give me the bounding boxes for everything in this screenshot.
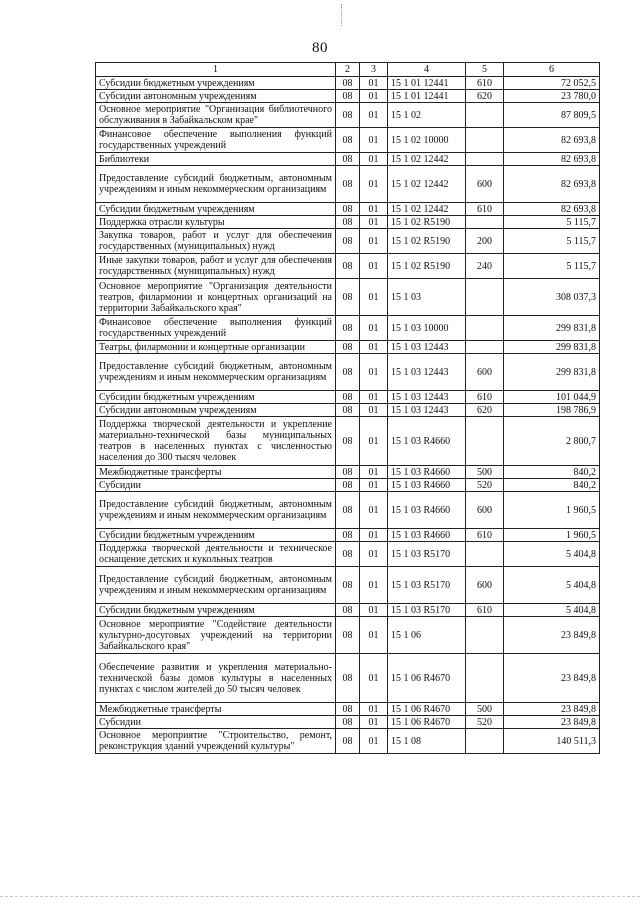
- row-name: Финансовое обеспечение выполнения функций государственных учреждений: [96, 128, 336, 153]
- row-section: 08: [336, 716, 360, 729]
- table-row: [96, 203, 600, 216]
- row-section: 08: [336, 654, 360, 703]
- row-sum: 5 115,7: [504, 254, 600, 279]
- row-sum: 5 404,8: [504, 567, 600, 604]
- row-name: Субсидии автономным учреждениям: [96, 90, 336, 103]
- row-sum: 101 044,9: [504, 391, 600, 404]
- row-type: 610: [466, 529, 504, 542]
- row-sum: 1 960,5: [504, 529, 600, 542]
- row-subsection: 01: [360, 316, 388, 341]
- row-code: 15 1 06 R4670: [388, 716, 466, 729]
- scan-artifact-top: [341, 4, 343, 26]
- row-sum: 23 849,8: [504, 716, 600, 729]
- row-type: [466, 153, 504, 166]
- row-name: Межбюджетные трансферты: [96, 703, 336, 716]
- row-subsection: 01: [360, 617, 388, 654]
- row-subsection: 01: [360, 654, 388, 703]
- row-type: 610: [466, 77, 504, 90]
- row-subsection: 01: [360, 203, 388, 216]
- row-section: 08: [336, 617, 360, 654]
- row-subsection: 01: [360, 254, 388, 279]
- row-section: 08: [336, 417, 360, 466]
- row-name: Межбюджетные трансферты: [96, 466, 336, 479]
- row-code: 15 1 03 R5170: [388, 604, 466, 617]
- row-sum: 23 849,8: [504, 617, 600, 654]
- table-row: [96, 90, 600, 103]
- row-sum: 308 037,3: [504, 279, 600, 316]
- row-name: Поддержка отрасли культуры: [96, 216, 336, 229]
- table-row: [96, 103, 600, 128]
- row-code: 15 1 02 R5190: [388, 254, 466, 279]
- table-row: [96, 479, 600, 492]
- row-name: Поддержка творческой деятельности и техническое оснащение детских и кукольных театров: [96, 542, 336, 567]
- row-name: Субсидии бюджетным учреждениям: [96, 391, 336, 404]
- row-section: 08: [336, 567, 360, 604]
- table-row: [96, 542, 600, 567]
- row-sum: 5 115,7: [504, 216, 600, 229]
- row-subsection: 01: [360, 703, 388, 716]
- row-sum: 82 693,8: [504, 203, 600, 216]
- row-type: [466, 729, 504, 754]
- table-row: [96, 617, 600, 654]
- table-row: [96, 128, 600, 153]
- table-row: [96, 404, 600, 417]
- row-type: [466, 128, 504, 153]
- row-section: 08: [336, 492, 360, 529]
- row-section: 08: [336, 153, 360, 166]
- table-row: [96, 529, 600, 542]
- row-code: 15 1 03 12443: [388, 404, 466, 417]
- row-section: 08: [336, 279, 360, 316]
- row-sum: 299 831,8: [504, 354, 600, 391]
- row-code: 15 1 06 R4670: [388, 703, 466, 716]
- row-subsection: 01: [360, 479, 388, 492]
- row-code: 15 1 02 12442: [388, 166, 466, 203]
- row-sum: 2 800,7: [504, 417, 600, 466]
- row-code: 15 1 02: [388, 103, 466, 128]
- budget-table: [95, 62, 600, 754]
- row-type: 600: [466, 492, 504, 529]
- row-section: 08: [336, 90, 360, 103]
- row-name: Предоставление субсидий бюджетным, автономным учреждениям и иным некоммерческим организациям: [96, 166, 336, 203]
- col-header-type: 5: [466, 63, 504, 77]
- row-name: Субсидии автономным учреждениям: [96, 404, 336, 417]
- row-subsection: 01: [360, 466, 388, 479]
- table-row: [96, 77, 600, 90]
- row-code: 15 1 02 12442: [388, 153, 466, 166]
- col-header-name: 1: [96, 63, 336, 77]
- row-code: 15 1 08: [388, 729, 466, 754]
- row-code: 15 1 03 12443: [388, 354, 466, 391]
- table-row: [96, 341, 600, 354]
- table-row: [96, 316, 600, 341]
- row-section: 08: [336, 77, 360, 90]
- row-code: 15 1 01 12441: [388, 90, 466, 103]
- row-code: 15 1 02 R5190: [388, 229, 466, 254]
- row-subsection: 01: [360, 166, 388, 203]
- row-sum: 140 511,3: [504, 729, 600, 754]
- row-subsection: 01: [360, 216, 388, 229]
- row-section: 08: [336, 203, 360, 216]
- row-section: 08: [336, 103, 360, 128]
- row-sum: 5 404,8: [504, 604, 600, 617]
- row-sum: 23 849,8: [504, 654, 600, 703]
- row-sum: 82 693,8: [504, 153, 600, 166]
- table-row: [96, 354, 600, 391]
- row-code: 15 1 03 12443: [388, 341, 466, 354]
- row-name: Основное мероприятие "Содействие деятельности культурно-досуговых учреждений на территории Забайкальского края": [96, 617, 336, 654]
- row-code: 15 1 03 10000: [388, 316, 466, 341]
- row-type: 520: [466, 479, 504, 492]
- table-row: [96, 417, 600, 466]
- row-code: 15 1 03 12443: [388, 391, 466, 404]
- row-name: Субсидии: [96, 479, 336, 492]
- row-name: Библиотеки: [96, 153, 336, 166]
- table-row: [96, 166, 600, 203]
- row-type: 620: [466, 90, 504, 103]
- row-type: 600: [466, 166, 504, 203]
- col-header-section: 2: [336, 63, 360, 77]
- row-subsection: 01: [360, 90, 388, 103]
- row-section: 08: [336, 128, 360, 153]
- row-subsection: 01: [360, 542, 388, 567]
- row-section: 08: [336, 542, 360, 567]
- table-row: [96, 703, 600, 716]
- row-type: 620: [466, 404, 504, 417]
- row-code: 15 1 03 R4660: [388, 466, 466, 479]
- row-type: 200: [466, 229, 504, 254]
- row-type: [466, 417, 504, 466]
- row-section: 08: [336, 341, 360, 354]
- row-code: 15 1 03 R4660: [388, 417, 466, 466]
- table-row: [96, 654, 600, 703]
- row-subsection: 01: [360, 153, 388, 166]
- row-subsection: 01: [360, 492, 388, 529]
- row-name: Субсидии: [96, 716, 336, 729]
- row-subsection: 01: [360, 279, 388, 316]
- row-subsection: 01: [360, 341, 388, 354]
- row-name: Субсидии бюджетным учреждениям: [96, 77, 336, 90]
- row-subsection: 01: [360, 716, 388, 729]
- row-sum: 82 693,8: [504, 166, 600, 203]
- row-section: 08: [336, 479, 360, 492]
- row-type: 500: [466, 703, 504, 716]
- table-row: [96, 391, 600, 404]
- row-name: Предоставление субсидий бюджетным, автономным учреждениям и иным некоммерческим организациям: [96, 567, 336, 604]
- row-subsection: 01: [360, 729, 388, 754]
- row-section: 08: [336, 703, 360, 716]
- row-name: Предоставление субсидий бюджетным, автономным учреждениям и иным некоммерческим организациям: [96, 354, 336, 391]
- row-code: 15 1 02 10000: [388, 128, 466, 153]
- row-code: 15 1 02 12442: [388, 203, 466, 216]
- row-name: Основное мероприятие "Строительство, ремонт, реконструкция зданий учреждений культуры": [96, 729, 336, 754]
- row-type: 610: [466, 203, 504, 216]
- row-code: 15 1 03 R5170: [388, 542, 466, 567]
- table-row: [96, 716, 600, 729]
- row-section: 08: [336, 604, 360, 617]
- row-code: 15 1 06: [388, 617, 466, 654]
- row-type: [466, 103, 504, 128]
- row-section: 08: [336, 729, 360, 754]
- col-header-subsection: 3: [360, 63, 388, 77]
- row-code: 15 1 03 R4660: [388, 492, 466, 529]
- row-name: Предоставление субсидий бюджетным, автономным учреждениям и иным некоммерческим организациям: [96, 492, 336, 529]
- row-sum: 23 780,0: [504, 90, 600, 103]
- row-type: 610: [466, 604, 504, 617]
- row-name: Финансовое обеспечение выполнения функций государственных учреждений: [96, 316, 336, 341]
- row-type: [466, 654, 504, 703]
- row-sum: 840,2: [504, 479, 600, 492]
- row-type: 610: [466, 391, 504, 404]
- row-section: 08: [336, 354, 360, 391]
- row-section: 08: [336, 316, 360, 341]
- table-row: [96, 567, 600, 604]
- row-subsection: 01: [360, 604, 388, 617]
- row-section: 08: [336, 229, 360, 254]
- table-row: [96, 216, 600, 229]
- row-section: 08: [336, 216, 360, 229]
- row-name: Поддержка творческой деятельности и укрепление материально-технической базы муниципальных театров в населенных пунктах с численностью населения до 300 тысяч человек: [96, 417, 336, 466]
- row-subsection: 01: [360, 354, 388, 391]
- row-sum: 1 960,5: [504, 492, 600, 529]
- row-section: 08: [336, 404, 360, 417]
- row-sum: 299 831,8: [504, 341, 600, 354]
- table-row: [96, 279, 600, 316]
- row-type: 240: [466, 254, 504, 279]
- row-subsection: 01: [360, 229, 388, 254]
- row-subsection: 01: [360, 417, 388, 466]
- row-name: Субсидии бюджетным учреждениям: [96, 604, 336, 617]
- row-name: Субсидии бюджетным учреждениям: [96, 529, 336, 542]
- row-type: 520: [466, 716, 504, 729]
- row-code: 15 1 03 R4660: [388, 479, 466, 492]
- row-name: Субсидии бюджетным учреждениям: [96, 203, 336, 216]
- row-subsection: 01: [360, 391, 388, 404]
- row-type: 600: [466, 354, 504, 391]
- row-sum: 198 786,9: [504, 404, 600, 417]
- row-subsection: 01: [360, 529, 388, 542]
- row-code: 15 1 06 R4670: [388, 654, 466, 703]
- row-sum: 82 693,8: [504, 128, 600, 153]
- row-type: [466, 216, 504, 229]
- table-row: [96, 229, 600, 254]
- row-sum: 299 831,8: [504, 316, 600, 341]
- row-type: 500: [466, 466, 504, 479]
- row-type: [466, 341, 504, 354]
- row-subsection: 01: [360, 77, 388, 90]
- row-name: Основное мероприятие "Организация библиотечного обслуживания в Забайкальском крае": [96, 103, 336, 128]
- table-header-row: [96, 63, 600, 77]
- row-sum: 72 052,5: [504, 77, 600, 90]
- row-type: [466, 542, 504, 567]
- row-subsection: 01: [360, 128, 388, 153]
- table-row: [96, 729, 600, 754]
- row-sum: 840,2: [504, 466, 600, 479]
- row-sum: 23 849,8: [504, 703, 600, 716]
- row-type: [466, 279, 504, 316]
- row-section: 08: [336, 529, 360, 542]
- row-type: [466, 617, 504, 654]
- table-row: [96, 254, 600, 279]
- table-row: [96, 492, 600, 529]
- row-code: 15 1 03 R5170: [388, 567, 466, 604]
- row-name: Закупка товаров, работ и услуг для обеспечения государственных (муниципальных) нужд: [96, 229, 336, 254]
- col-header-code: 4: [388, 63, 466, 77]
- row-subsection: 01: [360, 103, 388, 128]
- row-name: Театры, филармонии и концертные организации: [96, 341, 336, 354]
- row-subsection: 01: [360, 404, 388, 417]
- row-name: Иные закупки товаров, работ и услуг для обеспечения государственных (муниципальных) нужд: [96, 254, 336, 279]
- row-sum: 5 115,7: [504, 229, 600, 254]
- col-header-sum: 6: [504, 63, 600, 77]
- table-row: [96, 604, 600, 617]
- row-section: 08: [336, 166, 360, 203]
- row-sum: 87 809,5: [504, 103, 600, 128]
- row-code: 15 1 01 12441: [388, 77, 466, 90]
- row-name: Обеспечение развития и укрепления материально-технической базы домов культуры в населенных пунктах с числом жителей до 50 тысяч человек: [96, 654, 336, 703]
- row-type: [466, 316, 504, 341]
- scan-artifact-bottom: [0, 896, 640, 898]
- page-number: 80: [312, 40, 328, 56]
- row-section: 08: [336, 254, 360, 279]
- row-code: 15 1 02 R5190: [388, 216, 466, 229]
- row-subsection: 01: [360, 567, 388, 604]
- row-name: Основное мероприятие "Организация деятельности театров, филармонии и концертных организаций на территории Забайкальского края": [96, 279, 336, 316]
- table-row: [96, 153, 600, 166]
- row-code: 15 1 03 R4660: [388, 529, 466, 542]
- row-section: 08: [336, 391, 360, 404]
- row-type: 600: [466, 567, 504, 604]
- row-sum: 5 404,8: [504, 542, 600, 567]
- row-code: 15 1 03: [388, 279, 466, 316]
- table-row: [96, 466, 600, 479]
- row-section: 08: [336, 466, 360, 479]
